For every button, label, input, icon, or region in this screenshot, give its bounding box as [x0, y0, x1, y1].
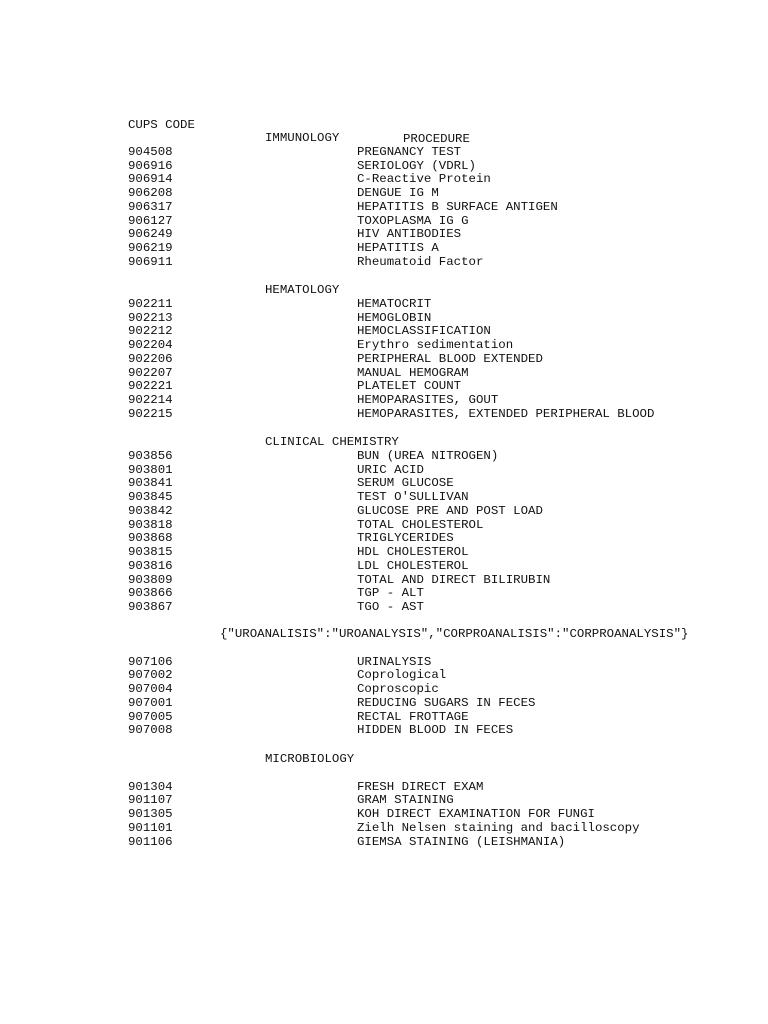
cups-code: 906127: [128, 213, 173, 228]
procedure-name: HEPATITIS B SURFACE ANTIGEN: [357, 199, 558, 214]
procedure-name: TGO - AST: [357, 600, 424, 614]
cups-code: 904508: [128, 144, 173, 159]
procedure-name: PLATELET COUNT: [357, 379, 462, 394]
cups-code: 903816: [128, 558, 173, 573]
cups-code: 903841: [128, 476, 173, 491]
procedure-name: HDL CHOLESTEROL: [357, 545, 469, 559]
procedure-name: TRIGLYCERIDES: [357, 531, 454, 546]
cups-code: 903867: [128, 600, 173, 614]
cups-code: 901107: [128, 793, 173, 808]
procedure-name: HEMOGLOBIN: [357, 310, 432, 325]
procedure-name: TOTAL AND DIRECT BILIRUBIN: [357, 572, 551, 587]
cups-code: 902206: [128, 351, 173, 366]
procedure-name: HIV ANTIBODIES: [357, 227, 462, 242]
procedure-name: HEPATITIS A: [357, 241, 439, 255]
cups-code: 906208: [128, 186, 173, 200]
cups-code: 901305: [128, 807, 173, 821]
procedure-name: KOH DIRECT EXAMINATION FOR FUNGI: [357, 807, 595, 821]
cups-code: 907004: [128, 682, 173, 696]
procedure-name: TEST O'SULLIVAN: [357, 490, 469, 504]
cups-code: 901101: [128, 820, 173, 835]
cups-code: 903818: [128, 517, 173, 532]
section-title-text: CLINICAL CHEMISTRY: [265, 435, 399, 449]
procedure-name: SERUM GLUCOSE: [357, 476, 454, 491]
cups-code-header: CUPS CODE: [128, 118, 195, 132]
cups-code: 902214: [128, 393, 173, 407]
cups-code: 903809: [128, 572, 173, 587]
section-title-text: MICROBIOLOGY: [265, 752, 355, 766]
cups-code: 906911: [128, 254, 173, 269]
cups-code: 903845: [128, 490, 173, 504]
cups-code: 903842: [128, 503, 173, 518]
cups-code: 902213: [128, 310, 173, 325]
cups-code: 902211: [128, 296, 173, 311]
cups-code: 906249: [128, 227, 173, 242]
procedure-name: TOXOPLASMA IG G: [357, 213, 469, 228]
cups-code: 903815: [128, 545, 173, 559]
procedure-name: DENGUE IG M: [357, 186, 439, 200]
procedure-name: HEMATOCRIT: [357, 296, 432, 311]
procedure-name: TOTAL CHOLESTEROL: [357, 517, 484, 532]
section-title-text: HEMATOLOGY: [265, 283, 340, 297]
cups-code: 901304: [128, 779, 173, 794]
cups-code: 907005: [128, 709, 173, 724]
procedure-name: URIC ACID: [357, 462, 424, 477]
procedure-name: LDL CHOLESTEROL: [357, 558, 469, 573]
cups-code: 906317: [128, 199, 173, 214]
cups-code: 901106: [128, 834, 173, 849]
procedure-name: BUN (UREA NITROGEN): [357, 448, 499, 463]
procedure-name: RECTAL FROTTAGE: [357, 709, 469, 724]
procedure-name: HEMOPARASITES, GOUT: [357, 393, 499, 407]
procedure-name: GIEMSA STAINING (LEISHMANIA): [357, 834, 566, 849]
section-title-text: IMMUNOLOGY: [265, 131, 340, 145]
cups-code: 907002: [128, 668, 173, 683]
procedure-name: Coprological: [357, 668, 447, 683]
section-title-text: {"UROANALISIS":"UROANALYSIS","CORPROANALISIS":"CORPROANALYSIS"}: [220, 627, 689, 641]
procedure-name: SERIOLOGY (VDRL): [357, 158, 476, 173]
procedure-name: REDUCING SUGARS IN FECES: [357, 695, 536, 710]
cups-code: 907106: [128, 654, 173, 669]
procedure-name: PERIPHERAL BLOOD EXTENDED: [357, 351, 543, 366]
procedure-name: Coproscopic: [357, 682, 439, 696]
procedure-name: Rheumatoid Factor: [357, 254, 484, 269]
cups-code: 906914: [128, 172, 173, 187]
cups-code: 903856: [128, 448, 173, 463]
cups-code: 906219: [128, 241, 173, 255]
procedure-header: PROCEDURE: [403, 132, 470, 146]
procedure-name: FRESH DIRECT EXAM: [357, 779, 484, 794]
cups-code: 903801: [128, 462, 173, 477]
procedure-name: HIDDEN BLOOD IN FECES: [357, 723, 514, 738]
procedure-name: Erythro sedimentation: [357, 338, 514, 352]
cups-code: 903866: [128, 586, 173, 601]
procedure-name: URINALYSIS: [357, 654, 432, 669]
procedure-name: Zielh Nelsen staining and bacilloscopy: [357, 820, 640, 835]
procedure-name: HEMOCLASSIFICATION: [357, 324, 491, 339]
cups-code: 906916: [128, 158, 173, 173]
cups-code: 902207: [128, 365, 173, 380]
procedure-name: MANUAL HEMOGRAM: [357, 365, 469, 380]
procedure-name: GRAM STAINING: [357, 793, 454, 808]
cups-code: 907008: [128, 723, 173, 738]
procedure-name: GLUCOSE PRE AND POST LOAD: [357, 503, 543, 518]
procedure-name: TGP - ALT: [357, 586, 424, 601]
cups-code: 902212: [128, 324, 173, 339]
cups-code: 903868: [128, 531, 173, 546]
procedure-name: PREGNANCY TEST: [357, 144, 462, 159]
cups-code: 907001: [128, 695, 173, 710]
procedure-name: HEMOPARASITES, EXTENDED PERIPHERAL BLOOD: [357, 406, 655, 421]
procedure-name: C-Reactive Protein: [357, 172, 491, 187]
cups-code: 902204: [128, 338, 173, 352]
cups-code: 902221: [128, 379, 173, 394]
cups-code: 902215: [128, 406, 173, 421]
